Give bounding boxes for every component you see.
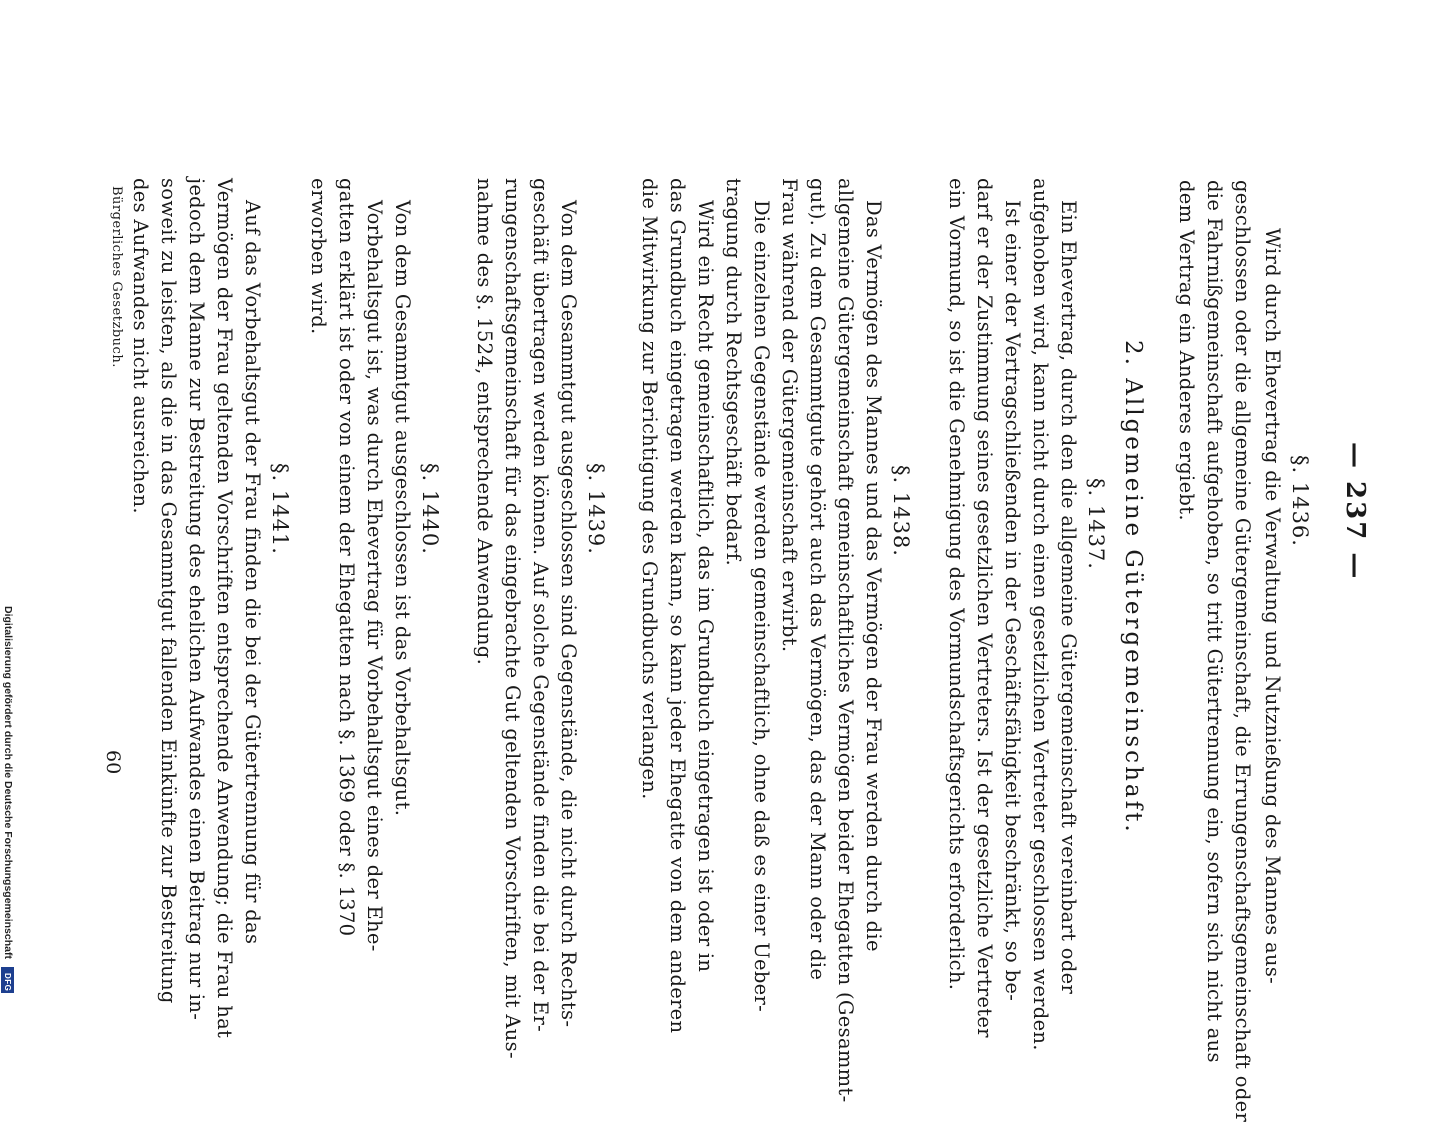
dfg-logo-text: DFG <box>3 973 12 992</box>
section-heading-1440: §. 1440. <box>418 463 442 555</box>
text-line: Ist einer der Vertragschließenden in der Geschäftsfähigkeit beschränkt, so be- <box>1001 200 1024 1002</box>
text-line: Die einzelnen Gegenstände werden gemeinschaftlich, ohne daß es einer Ueber- <box>750 200 773 1012</box>
text-line: die Fahrnißgemeinschaft aufgehoben, so tritt Gütertrennung ein, sofern sich nicht aus <box>1203 180 1226 1063</box>
section-heading-1437: §. 1437. <box>1084 478 1108 570</box>
text-line: Ein Ehevertrag, durch den die allgemeine Gütergemeinschaft vereinbart oder <box>1057 200 1080 995</box>
text-line: allgemeine Gütergemeinschaft gemeinschaftliches Vermögen beider Ehegatten (Gesammt- <box>834 178 857 1103</box>
text-line: Auf das Vorbehaltsgut der Frau finden die bei der Gütertrennung für das <box>241 200 264 945</box>
text-line: das Grundbuch eingetragen werden kann, so kann jeder Ehegatte von dem anderen <box>666 178 689 1034</box>
text-line: Vorbehaltsgut ist, was durch Ehevertrag für Vorbehaltsgut eines der Ehe- <box>363 200 386 952</box>
running-header: — 237 — <box>1340 442 1370 581</box>
dfg-logo <box>1 967 14 993</box>
text-line: geschlossen oder die allgemeine Gütergemeinschaft, die Errungenschaftsgemeinschaft oder <box>1231 180 1254 1122</box>
text-line: darf er der Zustimmung seines gesetzlichen Vertreters. Ist der gesetzliche Vertreter <box>973 178 996 1038</box>
section-heading-1441: §. 1441. <box>268 463 292 555</box>
text-line: gatten erklärt ist oder von einem der Ehegatten nach §. 1369 oder §. 1370 <box>335 178 358 937</box>
section-heading-1439: §. 1439. <box>584 463 608 555</box>
text-line: die Mitwirkung zur Berichtigung des Grundbuchs verlangen. <box>638 178 661 800</box>
text-line: des Aufwandes nicht ausreichen. <box>129 178 152 514</box>
text-line: rungenschaftsgemeinschaft für das eingebrachte Gut geltenden Vorschriften, mit Aus- <box>501 178 524 1059</box>
text-line: Vermögen der Frau geltenden Vorschriften entsprechende Anwendung; die Frau hat <box>213 178 236 1039</box>
footer-note: Bürgerliches Gesetzbuch. <box>109 186 124 368</box>
page-signature: 60 <box>102 750 124 775</box>
text-line: geschäft übertragen werden können. Auf solche Gegenstände finden die bei der Er- <box>529 178 552 1032</box>
text-line: soweit zu leisten, als die in das Gesammtgut fallenden Einkünfte zur Bestreitung <box>157 178 180 1004</box>
digitization-credit: Digitalisierung gefördert durch die Deutsche Forschungsgemeinschaft <box>2 606 14 959</box>
section-heading-1436: §. 1436. <box>1288 455 1312 547</box>
text-line: Wird ein Recht gemeinschaftlich, das im Grundbuch eingetragen ist oder in <box>694 200 717 973</box>
section-title: 2. Allgemeine Gütergemeinschaft. <box>1120 340 1146 835</box>
text-line: gut). Zu dem Gesammtgute gehört auch das Vermögen, das der Mann oder die <box>806 178 829 981</box>
text-line: Von dem Gesammtgut ausgeschlossen ist das Vorbehaltsgut. <box>391 200 414 817</box>
text-line: ein Vormund, so ist die Genehmigung des Vormundschaftsgerichts erforderlich. <box>945 178 968 991</box>
text-line: Wird durch Ehevertrag die Verwaltung und Nutznießung des Mannes aus- <box>1261 228 1284 985</box>
text-line: Von dem Gesammtgut ausgeschlossen sind Gegenstände, die nicht durch Rechts- <box>557 200 580 1028</box>
text-line: Frau während der Gütergemeinschaft erwirbt. <box>778 178 801 653</box>
text-line: tragung durch Rechtsgeschäft bedarf. <box>722 178 745 567</box>
text-line: nahme des §. 1524, entsprechende Anwendung. <box>473 178 496 666</box>
text-line: dem Vertrag ein Anderes ergiebt. <box>1175 180 1198 521</box>
text-line: aufgehoben wird, kann nicht durch einen gesetzlichen Vertreter geschlossen werden. <box>1029 178 1052 1051</box>
section-heading-1438: §. 1438. <box>889 465 913 557</box>
text-line: Das Vermögen des Mannes und das Vermögen der Frau werden durch die <box>862 200 885 952</box>
text-line: erworben wird. <box>307 178 330 335</box>
text-line: jedoch dem Manne zur Bestreitung des ehelichen Aufwandes einen Beitrag nur in- <box>185 178 208 1021</box>
